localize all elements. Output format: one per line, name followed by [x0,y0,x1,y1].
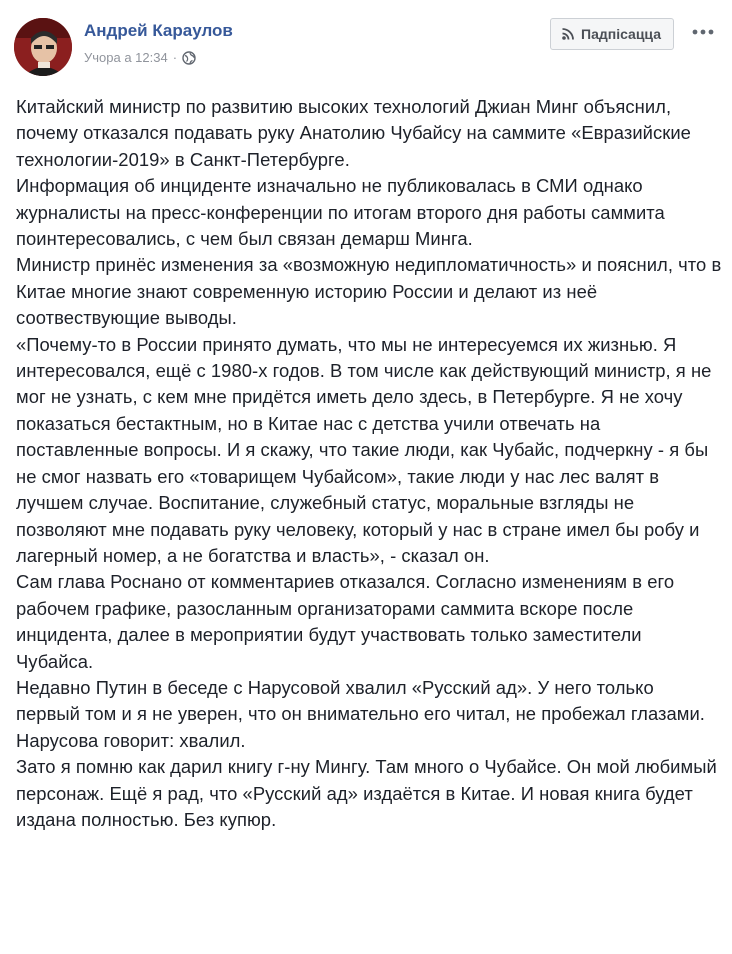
meta-separator: · [172,50,178,65]
post-header [14,18,722,78]
author-block [84,20,233,66]
rss-icon [561,27,575,41]
post-paragraph: «Почему-то в России принято думать, что мы не интересуемся их жизнью. Я интересовался, ещё с 1980-х годов. В том числе как действующий министр, я не мог не узнать, с кем мне придётся иметь дело здесь, в Петербурге. Я не хочу показаться бестактным, но в Китае нас с детства учили отвечать на поставленные вопросы. И я скажу, что такие люди, как Чубайс, подчеркну - я бы не смог назвать его «товарищем Чубайсом», такие люди у нас лес валят в лучшем случае. Воспитание, служебный статус, моральные взгляды не позволяют мне подавать руку человеку, который у нас в стране имел бы робу и лагерный номер, а не богатства и власть», - сказал он. [16,333,712,566]
post-paragraph: Китайский министр по развитию высоких технологий Джиан Минг объяснил, почему отказался подавать руку Анатолию Чубайсу на саммите «Евразийские технологии-2019» в Санкт-Петербурге. [16,96,691,170]
post-paragraph: Нарусова говорит: хвалил. [16,729,246,751]
post-paragraph: Министр принёс изменения за «возможную недипломатичность» и пояснил, что в Китае многие знают современную историю России и делают из неё соотвествующие выводы. [16,254,722,329]
avatar[interactable] [14,18,72,76]
post-paragraph: Информация об инциденте изначально не публиковалась в СМИ однако журналисты на пресс-конференции по итогам второго дня работы саммита поинтересовались, с чем был связан демарш Минга. [16,175,665,250]
more-dots-icon[interactable] [688,18,718,46]
avatar-image [14,18,72,76]
author-name-link[interactable]: Андрей Караулов [84,21,233,40]
subscribe-label: Падпісацца [581,26,661,42]
globe-icon[interactable] [182,51,196,65]
post-paragraph: Зато я помню как дарил книгу г-ну Мингу. Там много о Чубайсе. Он мой любимый персонаж. Ещё я рад, что «Русский ад» издаётся в Китае. И новая книга будет издана полностью. Без купюр. [16,756,717,830]
subscribe-button[interactable] [550,18,674,50]
post-paragraph: Недавно Путин в беседе с Нарусовой хвалил «Русский ад». У него только первый том и я не уверен, что он внимательно его читал, не пробежал глазами. [16,676,705,725]
post-body [16,94,722,833]
post-meta [84,50,233,66]
timestamp-link[interactable]: Учора а 12:34 [84,50,168,65]
post-paragraph: Сам глава Роснано от комментариев отказался. Согласно изменениям в его рабочем графике, разосланным организаторами саммита вскоре после инцидента, далее в мероприятии будут участвовать только заместители Чубайса. [16,571,675,672]
